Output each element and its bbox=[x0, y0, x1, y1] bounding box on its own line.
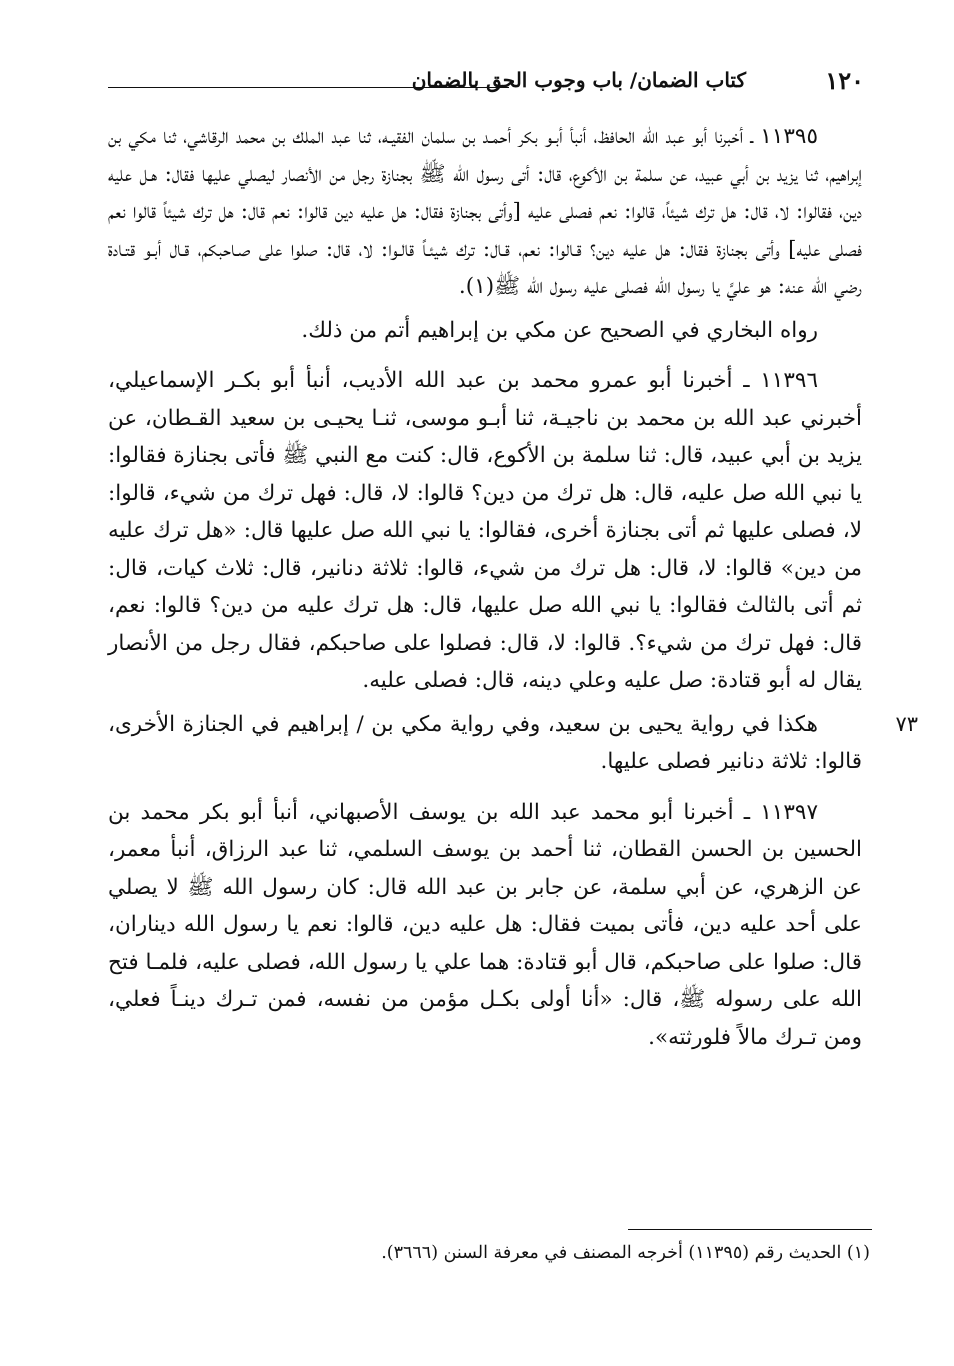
yahya-note: هكذا في رواية يحيى بن سعيد، وفي رواية مكي بن / إبراهيم في الجنازة الأخرى، قالوا: ثلاثة دنانير فصلى عليها. bbox=[108, 711, 862, 774]
page-number: ١٢٠ bbox=[825, 66, 864, 95]
hadith-11395: ١١٣٩٥ ـ أخبرنا أبو عبد الله الحافظ، أنبأ أبـو بكر أحمـد بن سلمان الفقيـه، ثنا عبد الملك بن محمد الرقاشي، ثنا مكي بن إبراهيم، ثنا يزيد بن أبي عبيد، عن سلمة بن الأكوع، قال: أتى رسول الله ﷺ بجنازة رجل من الأنصار ليصلي عليها فقال: هـل عليه دين، فقالوا: لا، قال: هل ترك شيئاً، قالوا: نعم فصلى عليه [وأتى بجنازة فقال: هل عليه دين قالوا: نعم قال: هل ترك شيئاً قالوا نعم فصلى عليه] وأتى بجنازة فقال: هل عليه دين؟ قـالوا: نعم، قـال: ترك شيئـاً قالـوا: لا، قال: صلوا على صـاحبكم، قـال أبـو قتـادة رضي الله عنه: هو عليَّ يا رسول الله فصلى عليه رسول الله ﷺ(١). bbox=[108, 124, 862, 299]
page-header bbox=[108, 62, 864, 102]
hadith-11396: ١١٣٩٦ ـ أخبرنا أبو عمرو محمد بن عبد الله الأديب، أنبأ أبو بكـر الإسماعيلي، أخبرني عبد الله بن محمد بن ناجيـة، ثنا أبـو موسى، ثنـا يحيـى بن سعيد القـطان، عن يزيد بن أبي عبيد، قال: ثنا سلمة بن الأكوع، قال: كنت مع النبي ﷺ فأتى بجنازة فقالوا: يا نبي الله صل عليه، قال: هل ترك من دين؟ قالوا: لا، قال: فهل ترك من شيء، قالوا: لا، فصلى عليها ثم أتى بجنازة أخرى، فقالوا: يا نبي الله صل عليها قال: «هل ترك عليه من دين» قالوا: لا، قال: هل ترك من شيء، قالوا: ثلاثة دنانير، قال: ثلاث كيات، قال: ثم أتى بالثالث فقالوا: يا نبي الله صل عليها، قال: هل ترك عليه من دين؟ قالوا: نعم، قال: فهل ترك من شيء؟. قالوا: لا، قال: فصلوا على صاحبكم، فقال رجل من الأنصار يقال له أبو قتادة: صل عليه وعلي دينه، قال: فصلى عليه. bbox=[108, 368, 862, 693]
main-text bbox=[108, 118, 918, 1056]
marked-paragraph bbox=[108, 706, 918, 781]
hadith-11397: ١١٣٩٧ ـ أخبرنا أبو محمد عبد الله بن يوسف الأصبهاني، أنبأ أبو بكر محمد بن الحسين بن الحسن القطان، ثنا أحمد بن يوسف السلمي، ثنا عبد الرزاق، أنبأ معمر، عن الزهري، عن أبي سلمة، عن جابر بن عبد الله قال: كان رسول الله ﷺ لا يصلي على أحد عليه دين، فأتى بميت فقال: هل عليه دين، قالوا: نعم يا رسول الله ديناران، قال: صلوا على صاحبكم، قال أبو قتادة: هما علي يا رسول الله، فصلى عليه، فلمـا فتح الله على رسوله ﷺ، قال: «أنا أولى بكـل مؤمن من نفسه، فمن تـرك دينـاً فعلي، ومن تـرك مالاً فلورثته». bbox=[108, 799, 862, 1050]
footnote-rule bbox=[628, 1229, 872, 1230]
footnote: (١) الحديث رقم (١١٣٩٥) أخرجه المصنف في معرفة السنن (٣٦٦٦). bbox=[381, 1243, 870, 1263]
header-rule bbox=[108, 87, 509, 88]
margin-page-marker: ٧٣ bbox=[895, 711, 918, 736]
bukhari-note: رواه البخاري في الصحيح عن مكي بن إبراهيم أتم من ذلك. bbox=[301, 317, 818, 343]
running-title: كتاب الضمان/ باب وجوب الحق بالضمان bbox=[411, 68, 746, 92]
